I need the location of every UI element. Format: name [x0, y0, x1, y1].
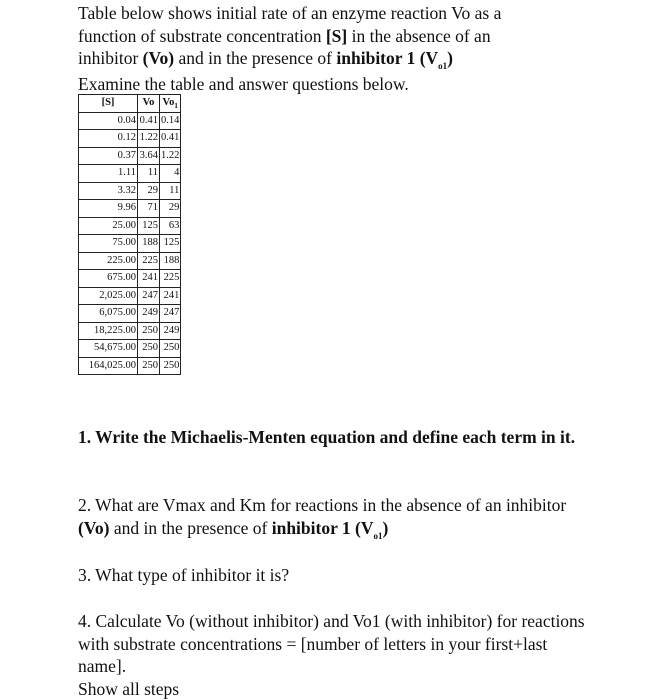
cell-substrate: 164,025.00 — [79, 357, 138, 375]
table-row — [79, 340, 181, 358]
intro-text: function of substrate concentration — [78, 25, 326, 46]
header-vo: Vo — [138, 95, 160, 113]
cell-substrate: 2,025.00 — [79, 287, 138, 305]
cell-vo1: 11 — [160, 182, 181, 200]
cell-substrate: 0.04 — [79, 112, 138, 130]
vo1-subscript: o1 — [438, 61, 448, 71]
cell-vo: 250 — [138, 357, 160, 375]
inhibitor-label-close: ) — [382, 517, 389, 538]
header-vo1-text: Vo — [162, 97, 175, 109]
cell-substrate: 9.96 — [79, 200, 138, 218]
vo-symbol: (Vo) — [142, 48, 175, 68]
cell-vo: 125 — [138, 217, 160, 235]
inhibitor-label: inhibitor 1 (V — [271, 517, 374, 538]
header-vo1-subscript: 1 — [174, 102, 178, 111]
intro-line-3 — [78, 47, 578, 73]
inhibitor-label-close: ) — [447, 48, 453, 68]
header-substrate: [S] — [79, 95, 138, 113]
intro-line-1: Table below shows initial rate of an enzyme reaction Vo as a — [78, 3, 502, 23]
question-3: 3. What type of inhibitor it is? — [78, 565, 290, 585]
table-row — [79, 200, 181, 218]
substrate-symbol: [S] — [325, 25, 348, 46]
cell-vo: 250 — [138, 340, 160, 358]
table-row — [79, 270, 181, 288]
intro-paragraph — [78, 2, 578, 95]
table-row — [79, 252, 181, 270]
table-row — [79, 287, 181, 305]
intro-text: inhibitor — [78, 48, 143, 68]
cell-vo: 1.22 — [138, 130, 160, 148]
cell-vo1: 63 — [160, 217, 181, 235]
table-row — [79, 217, 181, 235]
question-4-instruction: Show all steps — [78, 678, 180, 699]
cell-vo1: 1.22 — [160, 147, 181, 165]
cell-vo1: 0.41 — [160, 130, 181, 148]
cell-vo1: 0.14 — [160, 112, 181, 130]
cell-substrate: 18,225.00 — [79, 322, 138, 340]
cell-vo1: 241 — [160, 287, 181, 305]
cell-substrate: 6,075.00 — [79, 305, 138, 323]
cell-vo: 247 — [138, 287, 160, 305]
cell-vo1: 250 — [160, 340, 181, 358]
vo-symbol: (Vo) — [78, 517, 110, 538]
cell-vo1: 125 — [160, 235, 181, 253]
cell-substrate: 0.37 — [79, 147, 138, 165]
cell-vo: 29 — [138, 182, 160, 200]
table-row — [79, 357, 181, 375]
cell-substrate: 1.11 — [79, 165, 138, 183]
cell-vo: 188 — [138, 235, 160, 253]
header-vo1 — [160, 95, 181, 113]
cell-substrate: 25.00 — [79, 217, 138, 235]
cell-vo: 3.64 — [138, 147, 160, 165]
cell-vo: 11 — [138, 165, 160, 183]
cell-vo1: 247 — [160, 305, 181, 323]
cell-substrate: 225.00 — [79, 252, 138, 270]
question-2 — [78, 494, 598, 542]
cell-vo1: 188 — [160, 252, 181, 270]
cell-vo: 71 — [138, 200, 160, 218]
rate-data-table — [78, 94, 181, 375]
cell-vo: 225 — [138, 252, 160, 270]
table-row — [79, 182, 181, 200]
cell-vo1: 249 — [160, 322, 181, 340]
table-row — [79, 130, 181, 148]
questions-section — [78, 426, 598, 699]
cell-vo1: 29 — [160, 200, 181, 218]
cell-vo1: 225 — [160, 270, 181, 288]
question-4-text: 4. Calculate Vo (without inhibitor) and Vo1 (with inhibitor) for reactions with substrate concentrations = [number of letters in your first+last name]. — [78, 611, 585, 676]
cell-vo1: 250 — [160, 357, 181, 375]
table-row — [79, 235, 181, 253]
cell-substrate: 75.00 — [79, 235, 138, 253]
cell-vo: 0.41 — [138, 112, 160, 130]
inhibitor-label: inhibitor 1 (V — [336, 48, 439, 68]
table-row — [79, 305, 181, 323]
table-header-row — [79, 95, 181, 113]
cell-substrate: 0.12 — [79, 130, 138, 148]
cell-substrate: 54,675.00 — [79, 340, 138, 358]
intro-line-2 — [78, 25, 578, 48]
cell-vo: 241 — [138, 270, 160, 288]
intro-text: and in the presence of — [174, 48, 337, 68]
table-row — [79, 165, 181, 183]
table-row — [79, 147, 181, 165]
question-2-text: 2. What are Vmax and Km for reactions in the absence of an inhibitor — [78, 495, 567, 515]
cell-substrate: 3.32 — [79, 182, 138, 200]
vo1-subscript: o1 — [373, 530, 383, 541]
cell-vo: 249 — [138, 305, 160, 323]
intro-line-4: Examine the table and answer questions below. — [78, 73, 409, 94]
table-row — [79, 112, 181, 130]
cell-vo: 250 — [138, 322, 160, 340]
cell-vo1: 4 — [160, 165, 181, 183]
intro-text: in the absence of an — [347, 25, 491, 46]
cell-substrate: 675.00 — [79, 270, 138, 288]
table-row — [79, 322, 181, 340]
question-2-text: and in the presence of — [109, 517, 272, 538]
question-1: 1. Write the Michaelis-Menten equation and define each term in it. — [78, 427, 576, 447]
question-4 — [78, 610, 598, 700]
